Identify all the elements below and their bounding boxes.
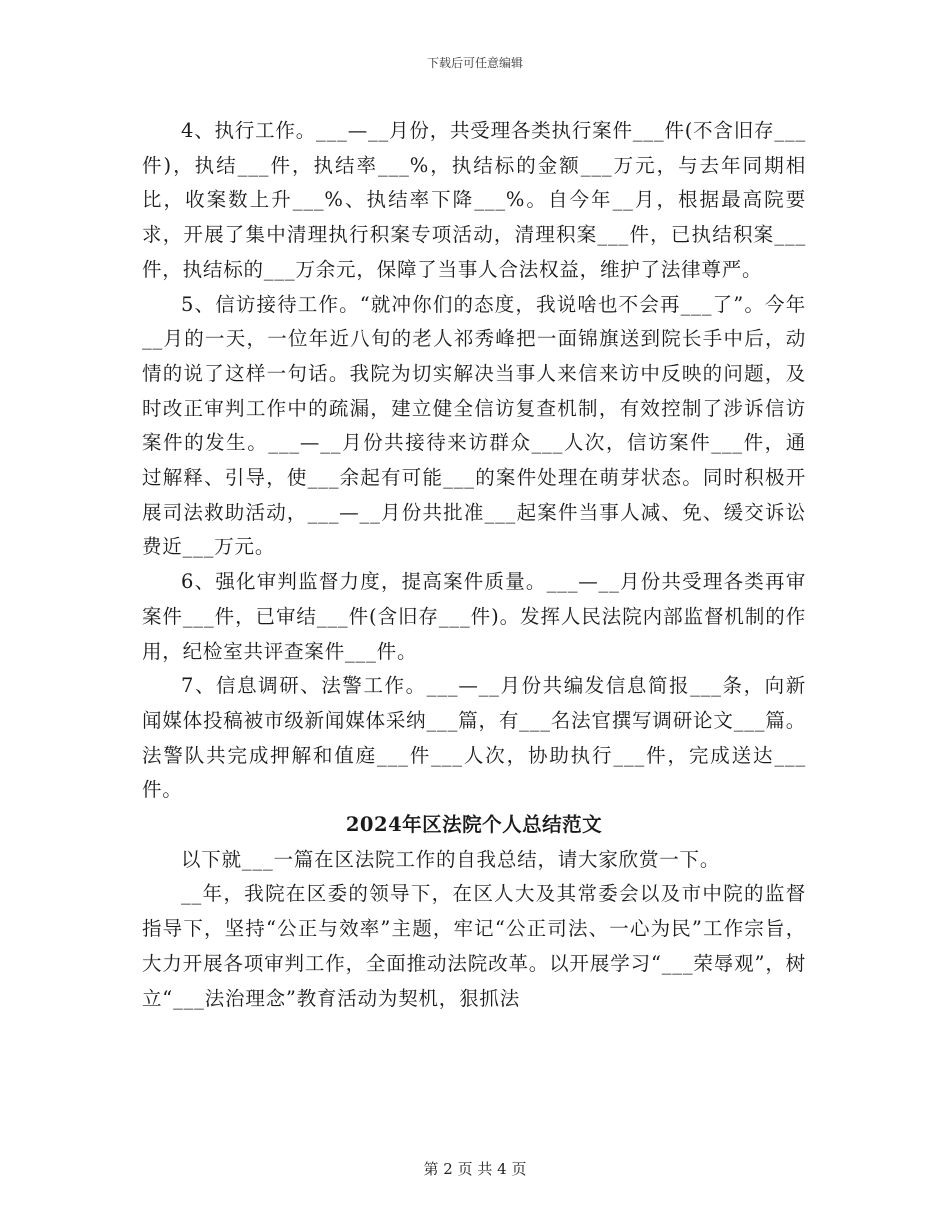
paragraph-intro: 以下就___一篇在区法院工作的自我总结，请大家欣赏一下。 xyxy=(181,847,721,871)
section-title: 2024年区法院个人总结范文 xyxy=(345,813,603,837)
paragraph-execution-work: 4、执行工作。___—__月份，共受理各类执行案件___件(不含旧存___件)，执结___件，执结率___%，执结标的金额___万元，与去年同期相比，收案数上升___%、执结率下降___%。自今年__月，根据最高院要求，开展了集中清理执行积案专项活动，清理积案___件，已执结积案___件，执结标的___万余元，保障了当事人合法权益，维护了法律尊严。 xyxy=(142,119,806,281)
document-body xyxy=(142,114,806,1016)
paragraph-petition-work: 5、信访接待工作。“就冲你们的态度，我说啥也不会再___了”。今年__月的一天，一位年近八旬的老人祁秀峰把一面锦旗送到院长手中后，动情的说了这样一句话。我院为切实解决当事人来信来访中反映的问题，及时改正审判工作中的疏漏，建立健全信访复查机制，有效控制了涉诉信访案件的发生。___—__月份共接待来访群众___人次，信访案件___件，通过解释、引导，使___余起有可能___的案件处理在萌芽状态。同时积极开展司法救助活动，___—__月份共批准___起案件当事人减、免、缓交诉讼费近___万元。 xyxy=(142,292,806,559)
page-number-footer: 第 2 页 共 4 页 xyxy=(423,1160,527,1178)
paragraph-info-research: 7、信息调研、法警工作。___—__月份共编发信息简报___条，向新闻媒体投稿被市级新闻媒体采纳___篇，有___名法官撰写调研论文___篇。法警队共完成押解和值庭___件___人次，协助执行___件，完成送达___件。 xyxy=(142,674,806,802)
page-header-note: 下载后可任意编辑 xyxy=(426,56,523,70)
paragraph-summary: __年，我院在区委的领导下，在区人大及其常委会以及市中院的监督指导下，坚持“公正与效率”主题，牢记“公正司法、一心为民”工作宗旨，大力开展各项审判工作，全面推动法院改革。以开展学习“___荣辱观”，树立“___法治理念”教育活动为契机，狠抓法 xyxy=(142,882,806,1010)
paragraph-trial-supervision: 6、强化审判监督力度，提高案件质量。___—__月份共受理各类再审案件___件，已审结___件(含旧存___件)。发挥人民法院内部监督机制的作用，纪检室共评查案件___件。 xyxy=(142,570,806,663)
